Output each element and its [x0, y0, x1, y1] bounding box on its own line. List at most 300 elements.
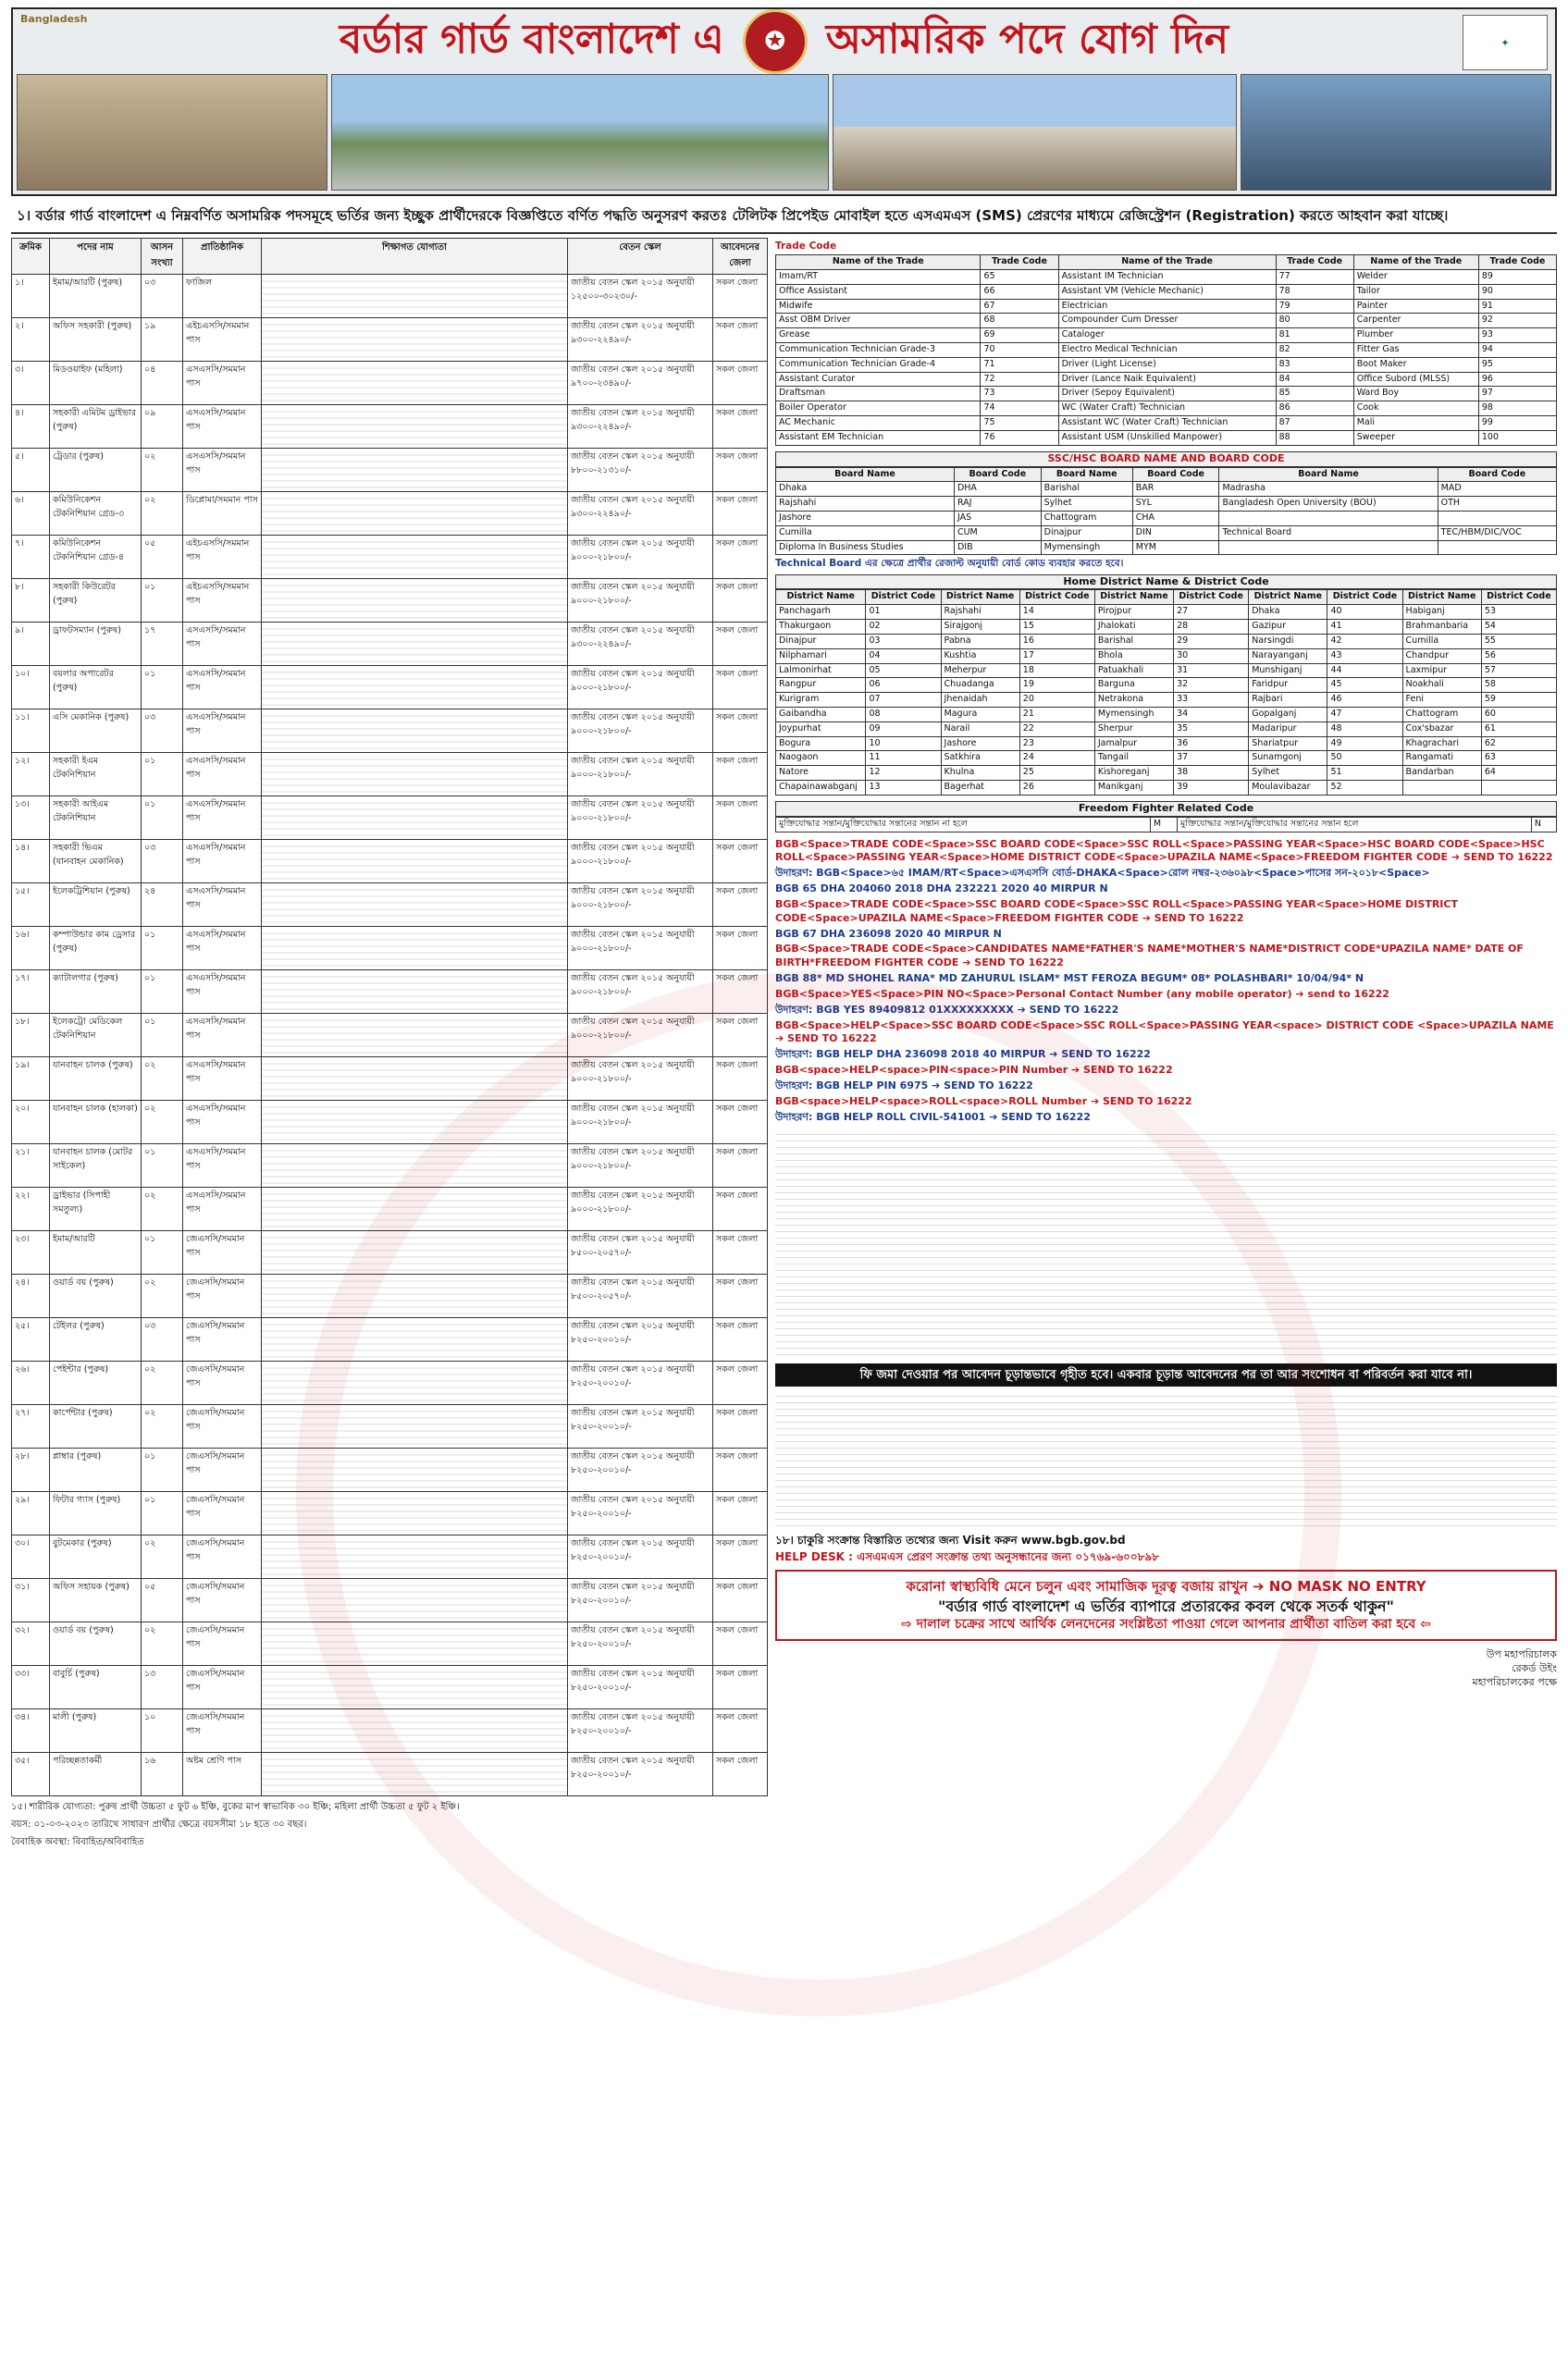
- post-pay-scale: জাতীয় বেতন স্কেল ২০১৫ অনুযায়ী ৯০০০-২১৮০০/-: [568, 927, 713, 970]
- header-photos: [13, 74, 1555, 194]
- trade-row-cell: Midwife: [776, 299, 981, 314]
- trade-row-cell: Assistant VM (Vehicle Mechanic): [1058, 284, 1276, 299]
- trade-row-cell: 80: [1276, 314, 1353, 328]
- trade-row-cell: 98: [1478, 401, 1556, 416]
- post-district: সকল জেলা: [713, 579, 768, 623]
- district-row-cell: Moulavibazar: [1249, 781, 1327, 796]
- trade-row-cell: 81: [1276, 328, 1353, 343]
- trade-row-cell: Driver (Lance Naik Equivalent): [1058, 372, 1276, 387]
- board-row-cell: [1219, 512, 1438, 526]
- sms-format-line: BGB<Space>TRADE CODE<Space>SSC BOARD CODE<Space>SSC ROLL<Space>PASSING YEAR<Space>HOME DISTRICT CODE<Space>UPAZILA NAME<Space>FREEDOM FIGHTER CODE ➔ SEND TO 16222: [775, 897, 1458, 924]
- district-row-cell: Narail: [941, 722, 1019, 736]
- post-name: যানবাহন চালক (পুরুষ): [50, 1057, 142, 1101]
- post-pay-scale: জাতীয় বেতন স্কেল ২০১৫ অনুযায়ী ৯৩০০-২২৪৯০/-: [568, 318, 713, 362]
- post-seats: ০১: [142, 579, 183, 623]
- district-row-cell: Narayanganj: [1249, 648, 1327, 663]
- board-row-cell: MYM: [1132, 540, 1219, 555]
- district-header-cell: District Name: [941, 590, 1019, 605]
- post-qualification: [262, 1144, 568, 1188]
- content-columns: [11, 238, 1557, 1853]
- post-name: অফিস সহায়ক (পুরুষ): [50, 1579, 142, 1622]
- district-row-cell: 05: [866, 663, 941, 678]
- post-qualification: [262, 1275, 568, 1318]
- post-name: কমিউনিকেশন টেকনিশিয়ান গ্রেড-৪: [50, 536, 142, 579]
- post-row: [12, 1579, 768, 1622]
- post-pay-scale: জাতীয় বেতন স্কেল ২০১৫ অনুযায়ী ৮৮০০-২১৩১০/-: [568, 449, 713, 492]
- post-seats: ০১: [142, 1449, 183, 1492]
- district-row-cell: 11: [866, 751, 941, 766]
- post-name: যানবাহন চালক (হালকা): [50, 1101, 142, 1144]
- district-row-cell: Satkhira: [941, 751, 1019, 766]
- sms-format-line: উদাহরণ: BGB HELP ROLL CIVIL-541001 ➔ SEND TO 16222: [775, 1110, 1091, 1123]
- post-seats: ০৯: [142, 405, 183, 449]
- post-district: সকল জেলা: [713, 1014, 768, 1057]
- logo-left: Bangladesh: [20, 13, 88, 25]
- post-seats: ০১: [142, 927, 183, 970]
- district-row-cell: Faridpur: [1249, 678, 1327, 693]
- trade-row-cell: 86: [1276, 401, 1353, 416]
- post-name: ড্রাইভার (সিপাহী সমতুল্য): [50, 1188, 142, 1231]
- post-education: অষ্টম শ্রেণি পাস: [183, 1753, 262, 1796]
- post-district: সকল জেলা: [713, 1362, 768, 1405]
- post-row: [12, 1318, 768, 1362]
- bgb-emblem-icon: ✪: [743, 9, 808, 74]
- age-note: বয়স: ০১-০৩-২০২৩ তারিখে সাধারণ প্রার্থীর ক্ষেত্রে বয়সসীমা ১৮ হতে ৩০ বছর।: [11, 1819, 307, 1830]
- trade-row: [776, 269, 1557, 284]
- website-line: ১৮। চাকুরি সংক্রান্ত বিস্তারিত তথ্যের জন্য Visit করুন www.bgb.gov.bd: [775, 1534, 1126, 1548]
- board-row-cell: RAJ: [954, 497, 1041, 512]
- board-header-cell: Board Code: [954, 467, 1041, 482]
- post-seats: ১৬: [142, 1753, 183, 1796]
- district-row-cell: Lalmonirhat: [776, 663, 866, 678]
- trade-row-cell: 94: [1478, 343, 1556, 358]
- district-row-cell: 23: [1019, 736, 1094, 751]
- freedom-fighter-title: Freedom Fighter Related Code: [775, 801, 1557, 817]
- post-district: সকল জেলা: [713, 1579, 768, 1622]
- post-name: সহকারী এমিটম ড্রাইভার (পুরুষ): [50, 405, 142, 449]
- district-header-cell: District Name: [776, 590, 866, 605]
- board-row-cell: Cumilla: [776, 525, 955, 540]
- district-row-cell: 33: [1174, 693, 1249, 708]
- posts-header-row: [12, 239, 768, 275]
- col-pay-scale: বেতন স্কেল: [568, 239, 713, 275]
- district-row: [776, 693, 1557, 708]
- post-district: সকল জেলা: [713, 1492, 768, 1536]
- trade-row-cell: 95: [1478, 357, 1556, 372]
- post-district: সকল জেলা: [713, 1709, 768, 1753]
- post-row: [12, 362, 768, 405]
- district-row-cell: 39: [1174, 781, 1249, 796]
- final-application-notice: ফি জমা দেওয়ার পর আবেদন চূড়ান্তভাবে গৃহীত হবে। একবার চূড়ান্ত আবেদনের পর তা আর সংশোধন বা পরিবর্তন করা যাবে না।: [775, 1363, 1557, 1388]
- district-header-cell: District Code: [1174, 590, 1249, 605]
- trade-row-cell: Welder: [1353, 269, 1478, 284]
- board-row-cell: BAR: [1132, 482, 1219, 497]
- post-qualification: [262, 362, 568, 405]
- district-row-cell: Madaripur: [1249, 722, 1327, 736]
- district-row-cell: 04: [866, 648, 941, 663]
- post-education: এইচএসসি/সমমান পাস: [183, 318, 262, 362]
- post-qualification: [262, 1579, 568, 1622]
- trade-row-cell: 90: [1478, 284, 1556, 299]
- trade-row-cell: 71: [981, 357, 1058, 372]
- district-row-cell: Cox'sbazar: [1402, 722, 1481, 736]
- post-qualification: [262, 1231, 568, 1275]
- post-seats: ০৩: [142, 840, 183, 883]
- post-seats: ০২: [142, 449, 183, 492]
- post-qualification: [262, 1014, 568, 1057]
- post-qualification: [262, 1492, 568, 1536]
- post-row: [12, 492, 768, 536]
- board-row: [776, 512, 1557, 526]
- ff-body: [776, 817, 1557, 832]
- district-row-cell: Jamalpur: [1094, 736, 1173, 751]
- post-pay-scale: জাতীয় বেতন স্কেল ২০১৫ অনুযায়ী ৯৭০০-২৩৪৯০/-: [568, 362, 713, 405]
- post-district: সকল জেলা: [713, 753, 768, 796]
- post-district: সকল জেলা: [713, 1666, 768, 1709]
- trade-row-cell: 65: [981, 269, 1058, 284]
- post-pay-scale: জাতীয় বেতন স্কেল ২০১৫ অনুযায়ী ৯০০০-২১৮০০/-: [568, 883, 713, 927]
- district-row-cell: Brahmanbaria: [1402, 620, 1481, 635]
- post-pay-scale: জাতীয় বেতন স্কেল ২০১৫ অনুযায়ী ৮২৫০-২০০১০/-: [568, 1449, 713, 1492]
- district-row-cell: 49: [1327, 736, 1402, 751]
- post-district: সকল জেলা: [713, 1622, 768, 1666]
- post-row: [12, 1492, 768, 1536]
- board-row-cell: OTH: [1438, 497, 1556, 512]
- post-qualification: [262, 1101, 568, 1144]
- board-row-cell: Mymensingh: [1041, 540, 1132, 555]
- district-row: [776, 663, 1557, 678]
- post-education: জেএসসি/সমমান পাস: [183, 1231, 262, 1275]
- post-row: [12, 405, 768, 449]
- freedom-fighter-table: [775, 817, 1557, 832]
- board-row-cell: Diploma In Business Studies: [776, 540, 955, 555]
- post-district: সকল জেলা: [713, 970, 768, 1014]
- district-row-cell: Jashore: [941, 736, 1019, 751]
- post-district: সকল জেলা: [713, 1536, 768, 1579]
- district-row-cell: 07: [866, 693, 941, 708]
- post-name: ট্রেডার (পুরুষ): [50, 449, 142, 492]
- district-row-cell: Gaibandha: [776, 707, 866, 722]
- trade-row-cell: Tailor: [1353, 284, 1478, 299]
- post-name: পরিচ্ছন্নতাকর্মী: [50, 1753, 142, 1796]
- district-code-table: [775, 589, 1557, 795]
- post-serial: ১১।: [12, 709, 50, 753]
- post-row: [12, 1536, 768, 1579]
- header-banner: [11, 7, 1557, 196]
- post-name: ওয়ার্ড বয় (পুরুষ): [50, 1622, 142, 1666]
- post-education: এসএসসি/সমমান পাস: [183, 840, 262, 883]
- district-row: [776, 678, 1557, 693]
- post-education: জেএসসি/সমমান পাস: [183, 1709, 262, 1753]
- post-seats: ০১: [142, 1231, 183, 1275]
- marital-note: বৈবাহিক অবস্থা: বিবাহিত/অবিবাহিত: [11, 1837, 144, 1847]
- sms-format-line: উদাহরণ: BGB<Space>৬৫ IMAM/RT<Space>এসএসসি বোর্ড-DHAKA<Space>রোল নম্বর-২৩৬০৯৮<Space>পাসের সন-২০১৮<Space>: [775, 867, 1430, 880]
- post-row: [12, 666, 768, 709]
- post-qualification: [262, 970, 568, 1014]
- district-row-cell: Dhaka: [1249, 605, 1327, 620]
- trade-row-cell: 69: [981, 328, 1058, 343]
- board-row: [776, 482, 1557, 497]
- post-qualification: [262, 1622, 568, 1666]
- post-seats: ০২: [142, 1057, 183, 1101]
- post-row: [12, 275, 768, 318]
- post-row: [12, 579, 768, 623]
- trade-row-cell: Communication Technician Grade-4: [776, 357, 981, 372]
- district-row-cell: 25: [1019, 766, 1094, 781]
- post-seats: ০২: [142, 1275, 183, 1318]
- trade-row-cell: Fitter Gas: [1353, 343, 1478, 358]
- district-row-cell: Mymensingh: [1094, 707, 1173, 722]
- post-name: ইমাম/আরটি (পুরুষ): [50, 275, 142, 318]
- post-district: সকল জেলা: [713, 1057, 768, 1101]
- post-name: ইমাম/আরটি: [50, 1231, 142, 1275]
- district-row-cell: 34: [1174, 707, 1249, 722]
- trade-header-cell: Name of the Trade: [1058, 255, 1276, 270]
- post-education: জেএসসি/সমমান পাস: [183, 1362, 262, 1405]
- post-serial: ১৮।: [12, 1014, 50, 1057]
- district-row-cell: 51: [1327, 766, 1402, 781]
- post-qualification: [262, 405, 568, 449]
- post-education: জেএসসি/সমমান পাস: [183, 1449, 262, 1492]
- district-row: [776, 722, 1557, 736]
- trade-row-cell: 88: [1276, 430, 1353, 445]
- trade-row: [776, 343, 1557, 358]
- trade-row-cell: 68: [981, 314, 1058, 328]
- board-row-cell: MAD: [1438, 482, 1556, 497]
- post-pay-scale: জাতীয় বেতন স্কেল ২০১৫ অনুযায়ী ৯০০০-২১৮০০/-: [568, 1101, 713, 1144]
- district-header-cell: District Code: [1327, 590, 1402, 605]
- post-education: জেএসসি/সমমান পাস: [183, 1275, 262, 1318]
- district-row-cell: Habiganj: [1402, 605, 1481, 620]
- post-education: জেএসসি/সমমান পাস: [183, 1579, 262, 1622]
- district-row-cell: Shariatpur: [1249, 736, 1327, 751]
- post-seats: ১৯: [142, 318, 183, 362]
- trade-row: [776, 314, 1557, 328]
- post-pay-scale: জাতীয় বেতন স্কেল ২০১৫ অনুযায়ী ৯০০০-২১৮০০/-: [568, 1014, 713, 1057]
- district-row-cell: 40: [1327, 605, 1402, 620]
- trade-code-table: [775, 254, 1557, 446]
- district-row-cell: 45: [1327, 678, 1402, 693]
- post-education: জেএসসি/সমমান পাস: [183, 1536, 262, 1579]
- post-education: এসএসসি/সমমান পাস: [183, 666, 262, 709]
- sms-format-line: উদাহরণ: BGB YES 89409812 01XXXXXXXXX ➔ SEND TO 16222: [775, 1003, 1119, 1016]
- post-seats: ০১: [142, 1492, 183, 1536]
- post-row: [12, 927, 768, 970]
- post-education: এসএসসি/সমমান পাস: [183, 405, 262, 449]
- post-qualification: [262, 840, 568, 883]
- post-district: সকল জেলা: [713, 1101, 768, 1144]
- post-pay-scale: জাতীয় বেতন স্কেল ২০১৫ অনুযায়ী ৮২৫০-২০০১০/-: [568, 1753, 713, 1796]
- board-row-cell: JAS: [954, 512, 1041, 526]
- post-qualification: [262, 579, 568, 623]
- district-row-cell: Khagrachari: [1402, 736, 1481, 751]
- district-row-cell: 16: [1019, 634, 1094, 648]
- district-row-cell: 14: [1019, 605, 1094, 620]
- post-name: সহকারী কিউরেটর (পুরুষ): [50, 579, 142, 623]
- help-desk-line: HELP DESK : এসএমএস প্রেরণ সংক্রান্ত তথ্য অনুসন্ধানের জন্য ০১৭৬৯-৬০০৮৯৮: [775, 1550, 1160, 1564]
- district-row-cell: 56: [1481, 648, 1556, 663]
- district-row-cell: 53: [1481, 605, 1556, 620]
- post-pay-scale: জাতীয় বেতন স্কেল ২০১৫ অনুযায়ী ৯০০০-২১৮০০/-: [568, 1188, 713, 1231]
- trade-row-cell: AC Mechanic: [776, 416, 981, 431]
- post-serial: ২৮।: [12, 1449, 50, 1492]
- technical-board-note: Technical Board এর ক্ষেত্রে প্রার্থীর রেজাল্ট অনুযায়ী বোর্ড কোড ব্যবহার করতে হবে।: [775, 558, 1124, 570]
- post-district: সকল জেলা: [713, 1753, 768, 1796]
- post-district: সকল জেলা: [713, 796, 768, 840]
- board-body: [776, 482, 1557, 555]
- board-header-cell: Board Code: [1132, 467, 1219, 482]
- post-seats: ০১: [142, 970, 183, 1014]
- post-education: এসএসসি/সমমান পাস: [183, 883, 262, 927]
- district-row-cell: [1402, 781, 1481, 796]
- post-name: সহকারী আইএম টেকনিশিয়ান: [50, 796, 142, 840]
- posts-table: [11, 238, 768, 1796]
- district-row-cell: Magura: [941, 707, 1019, 722]
- district-row-cell: 09: [866, 722, 941, 736]
- post-education: ফাজিল: [183, 275, 262, 318]
- post-name: ইলেকট্রিশিয়ান (পুরুষ): [50, 883, 142, 927]
- district-row-cell: Rajbari: [1249, 693, 1327, 708]
- district-row-cell: Kurigram: [776, 693, 866, 708]
- post-qualification: [262, 1362, 568, 1405]
- post-seats: ০৫: [142, 536, 183, 579]
- trade-row-cell: 73: [981, 387, 1058, 401]
- district-row-cell: 02: [866, 620, 941, 635]
- post-pay-scale: জাতীয় বেতন স্কেল ২০১৫ অনুযায়ী ৯০০০-২১৮০০/-: [568, 970, 713, 1014]
- board-row: [776, 497, 1557, 512]
- post-education: এসএসসি/সমমান পাস: [183, 709, 262, 753]
- post-serial: ১৯।: [12, 1057, 50, 1101]
- district-row-cell: 24: [1019, 751, 1094, 766]
- district-row-cell: 30: [1174, 648, 1249, 663]
- district-row-cell: Kishoreganj: [1094, 766, 1173, 781]
- board-row-cell: Dinajpur: [1041, 525, 1132, 540]
- post-serial: ২৬।: [12, 1362, 50, 1405]
- post-seats: ০২: [142, 1536, 183, 1579]
- trade-row-cell: Office Assistant: [776, 284, 981, 299]
- post-seats: ০২: [142, 1188, 183, 1231]
- post-qualification: [262, 318, 568, 362]
- post-row: [12, 1188, 768, 1231]
- trade-row: [776, 372, 1557, 387]
- trade-row-cell: 87: [1276, 416, 1353, 431]
- trade-row-cell: Assistant EM Technician: [776, 430, 981, 445]
- district-row-cell: 55: [1481, 634, 1556, 648]
- trade-row-cell: Assistant WC (Water Craft) Technician: [1058, 416, 1276, 431]
- post-name: মিডওয়াইফ (মহিলা): [50, 362, 142, 405]
- district-row-cell: Thakurgaon: [776, 620, 866, 635]
- trade-row-cell: 83: [1276, 357, 1353, 372]
- trade-row-cell: Carpenter: [1353, 314, 1478, 328]
- trade-row-cell: Grease: [776, 328, 981, 343]
- post-name: অফিস সহকারী (পুরুষ): [50, 318, 142, 362]
- post-qualification: [262, 275, 568, 318]
- district-row-cell: 60: [1481, 707, 1556, 722]
- post-district: সকল জেলা: [713, 709, 768, 753]
- post-seats: ০১: [142, 753, 183, 796]
- ff-cell: M: [1150, 817, 1177, 832]
- board-row-cell: DHA: [954, 482, 1041, 497]
- post-row: [12, 623, 768, 666]
- district-row: [776, 605, 1557, 620]
- board-row-cell: TEC/HBM/DIC/VOC: [1438, 525, 1556, 540]
- district-row-cell: 03: [866, 634, 941, 648]
- district-row-cell: Manikganj: [1094, 781, 1173, 796]
- trade-row-cell: 89: [1478, 269, 1556, 284]
- trade-row-cell: Mali: [1353, 416, 1478, 431]
- trade-row-cell: 96: [1478, 372, 1556, 387]
- district-row-cell: Cumilla: [1402, 634, 1481, 648]
- post-serial: ২৪।: [12, 1275, 50, 1318]
- post-name: সহকারী ভিএম (যানবাহন মেকানিক): [50, 840, 142, 883]
- district-row-cell: Dinajpur: [776, 634, 866, 648]
- board-header-cell: Board Name: [1219, 467, 1438, 482]
- district-row-cell: Bagerhat: [941, 781, 1019, 796]
- post-seats: ২৪: [142, 883, 183, 927]
- district-row-cell: Gazipur: [1249, 620, 1327, 635]
- post-district: সকল জেলা: [713, 405, 768, 449]
- board-header-cell: Board Code: [1438, 467, 1556, 482]
- post-pay-scale: জাতীয় বেতন স্কেল ২০১৫ অনুযায়ী ৯০০০-২১৮০০/-: [568, 579, 713, 623]
- banner-title: [13, 9, 1555, 74]
- post-serial: ৩৫।: [12, 1753, 50, 1796]
- post-education: এসএসসি/সমমান পাস: [183, 1101, 262, 1144]
- district-row-cell: 42: [1327, 634, 1402, 648]
- post-qualification: [262, 1318, 568, 1362]
- post-name: বাবুর্চি (পুরুষ): [50, 1666, 142, 1709]
- trade-row-cell: 74: [981, 401, 1058, 416]
- post-seats: ০২: [142, 492, 183, 536]
- sms-format-line: BGB<Space>TRADE CODE<Space>SSC BOARD CODE<Space>SSC ROLL<Space>PASSING YEAR<Space>HSC BOARD CODE<Space>HSC ROLL<Space>PASSING YEAR<Space>HOME DISTRICT CODE<Space>UPAZILA NAME<Space>FREEDOM FIGHTER CODE ➔ SEND TO 16222: [775, 837, 1553, 864]
- board-row-cell: [1438, 540, 1556, 555]
- post-education: এসএসসি/সমমান পাস: [183, 362, 262, 405]
- trade-row-cell: Electro Medical Technician: [1058, 343, 1276, 358]
- headquarters-photo: [833, 74, 1237, 191]
- post-education: এইচএসসি/সমমান পাস: [183, 536, 262, 579]
- post-seats: ০২: [142, 1405, 183, 1449]
- post-qualification: [262, 1536, 568, 1579]
- sms-format-line: BGB 67 DHA 236098 2020 40 MIRPUR N: [775, 927, 1002, 940]
- board-header-cell: Board Name: [776, 467, 955, 482]
- post-seats: ০১: [142, 796, 183, 840]
- district-body: [776, 605, 1557, 796]
- trade-row-cell: 93: [1478, 328, 1556, 343]
- post-district: সকল জেলা: [713, 1275, 768, 1318]
- post-serial: ৭।: [12, 536, 50, 579]
- post-education: জেএসসি/সমমান পাস: [183, 1666, 262, 1709]
- post-pay-scale: জাতীয় বেতন স্কেল ২০১৫ অনুযায়ী ৮২৫০-২০০১০/-: [568, 1536, 713, 1579]
- post-serial: ২৯।: [12, 1492, 50, 1536]
- post-qualification: [262, 709, 568, 753]
- col-post-name: পদের নাম: [50, 239, 142, 275]
- post-row: [12, 883, 768, 927]
- post-education: এসএসসি/সমমান পাস: [183, 970, 262, 1014]
- monument-photo: [331, 74, 828, 191]
- board-row-cell: Sylhet: [1041, 497, 1132, 512]
- district-row: [776, 781, 1557, 796]
- post-education: এসএসসি/সমমান পাস: [183, 1057, 262, 1101]
- board-row-cell: CHA: [1132, 512, 1219, 526]
- district-row: [776, 707, 1557, 722]
- ff-row: [776, 817, 1557, 832]
- district-row-cell: 31: [1174, 663, 1249, 678]
- district-row-cell: 63: [1481, 751, 1556, 766]
- trade-row-cell: 72: [981, 372, 1058, 387]
- trade-row: [776, 357, 1557, 372]
- trade-row-cell: Assistant Curator: [776, 372, 981, 387]
- district-row-cell: 22: [1019, 722, 1094, 736]
- district-header-cell: District Code: [1019, 590, 1094, 605]
